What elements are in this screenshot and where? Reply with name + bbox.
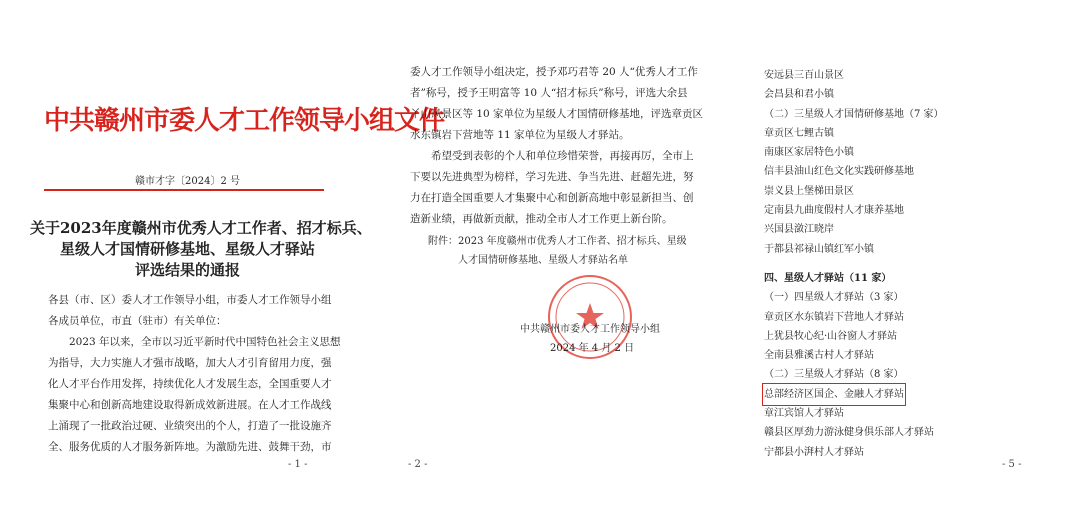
list-item: 信丰县油山红色文化实践研修基地 bbox=[764, 166, 914, 178]
red-divider bbox=[44, 189, 324, 191]
body-text bbox=[410, 62, 703, 230]
list-item: 章贡区水东镇岩下营地人才驿站 bbox=[764, 311, 904, 323]
body-line: 各县（市、区）委人才工作领导小组，市委人才工作领导小组 bbox=[48, 294, 332, 306]
body-line: 集聚中心和创新高地建设取得新成效新进展。在人才工作战线 bbox=[48, 399, 332, 411]
body-line: 丫山风景区等 10 家单位为星级人才国情研修基地，评选章贡区 bbox=[410, 108, 704, 120]
title-line: 关于2023年度赣州市优秀人才工作者、招才标兵、 bbox=[30, 219, 372, 237]
title-line: 评选结果的通报 bbox=[134, 261, 240, 279]
document-number: 赣市才字〔2024〕2 号 bbox=[135, 176, 240, 187]
signature-date: 2024 年 4 月 2 日 bbox=[550, 343, 635, 354]
list-item: 赣县区厚劲力游泳健身俱乐部人才驿站 bbox=[764, 427, 934, 439]
document-page-2 bbox=[380, 0, 704, 509]
body-line: 下要以先进典型为榜样，学习先进、争当先进、赶超先进，努 bbox=[410, 171, 694, 183]
body-line: 为指导，大力实施人才强市战略，加大人才引育留用力度，强 bbox=[48, 357, 332, 369]
body-text bbox=[48, 290, 341, 458]
page-number: - 2 - bbox=[408, 459, 428, 470]
title-line: 星级人才国情研修基地、星级人才驿站 bbox=[59, 240, 315, 258]
signer: 中共赣州市委人才工作领导小组 bbox=[520, 324, 660, 335]
list-item: 崇义县上堡梯田景区 bbox=[764, 185, 854, 197]
list-item: 章江宾馆人才驿站 bbox=[764, 408, 844, 420]
list-item: 章贡区七鲤古镇 bbox=[764, 127, 834, 139]
list-item: 于都县祁禄山镇红军小镇 bbox=[764, 243, 874, 255]
list-item: 全南县雅溪古村人才驿站 bbox=[764, 350, 874, 362]
list-item: 上犹县牧心纪·山谷窗人才驿站 bbox=[764, 330, 898, 342]
list-item: 定南县九曲度假村人才康养基地 bbox=[764, 205, 904, 217]
list-item: 兴国县潋江晓岸 bbox=[764, 224, 834, 236]
body-line: 希望受到表彰的个人和单位珍惜荣誉，再接再厉，全市上 bbox=[410, 150, 694, 162]
attachment-line: 人才国情研修基地、星级人才驿站名单 bbox=[428, 255, 628, 266]
attachment-line: 附件：2023 年度赣州市优秀人才工作者、招才标兵、星级 bbox=[428, 236, 687, 247]
document-title bbox=[30, 218, 372, 281]
document-page-1 bbox=[30, 0, 445, 509]
list-item: 宁都县小湃村人才驿站 bbox=[764, 446, 864, 458]
list-item: 南康区家居特色小镇 bbox=[764, 147, 854, 159]
body-line: 委人才工作领导小组决定，授予邓巧君等 20 人“优秀人才工作 bbox=[410, 66, 698, 78]
body-line: 造新业绩，再做新贡献，推动全市人才工作更上新台阶。 bbox=[410, 213, 673, 225]
red-header: 中共赣州市委人才工作领导小组文件 bbox=[44, 106, 445, 136]
award-list bbox=[764, 66, 944, 462]
body-line: 水东镇岩下营地等 11 家单位为星级人才驿站。 bbox=[410, 129, 630, 141]
body-line: 全、服务优质的人才服务新阵地。为激励先进、鼓舞干劲，市 bbox=[48, 441, 332, 453]
page-number: - 1 - bbox=[288, 459, 308, 470]
attachment-note bbox=[428, 232, 687, 270]
spacer bbox=[764, 259, 944, 269]
page-number: - 5 - bbox=[1002, 459, 1022, 470]
body-line: 化人才平台作用发挥，持续优化人才发展生态，全国重要人才 bbox=[48, 378, 332, 390]
list-item: 安远县三百山景区 bbox=[764, 70, 844, 81]
body-line: 者”称号，授予王明富等 10 人“招才标兵”称号，评选大余县 bbox=[410, 87, 688, 99]
list-item: 会昌县和君小镇 bbox=[764, 89, 834, 101]
body-line: 2023 年以来，全市以习近平新时代中国特色社会主义思想 bbox=[48, 336, 341, 348]
body-line: 上涌现了一批政治过硬、业绩突出的个人，打造了一批设施齐 bbox=[48, 420, 332, 432]
section-heading: （二）三星级人才国情研修基地（7 家） bbox=[764, 108, 944, 120]
section-heading: （一）四星级人才驿站（3 家） bbox=[764, 292, 904, 304]
body-line: 力在打造全国重要人才集聚中心和创新高地中彰显新担当、创 bbox=[410, 192, 694, 204]
body-line: 各成员单位，市直（驻市）有关单位： bbox=[48, 315, 227, 327]
section-heading: 四、星级人才驿站（11 家） bbox=[764, 272, 892, 284]
section-heading: （二）三星级人才驿站（8 家） bbox=[764, 369, 904, 381]
highlighted-list-item: 总部经济区国企、金融人才驿站 bbox=[764, 385, 904, 404]
document-page-5 bbox=[740, 0, 1060, 509]
